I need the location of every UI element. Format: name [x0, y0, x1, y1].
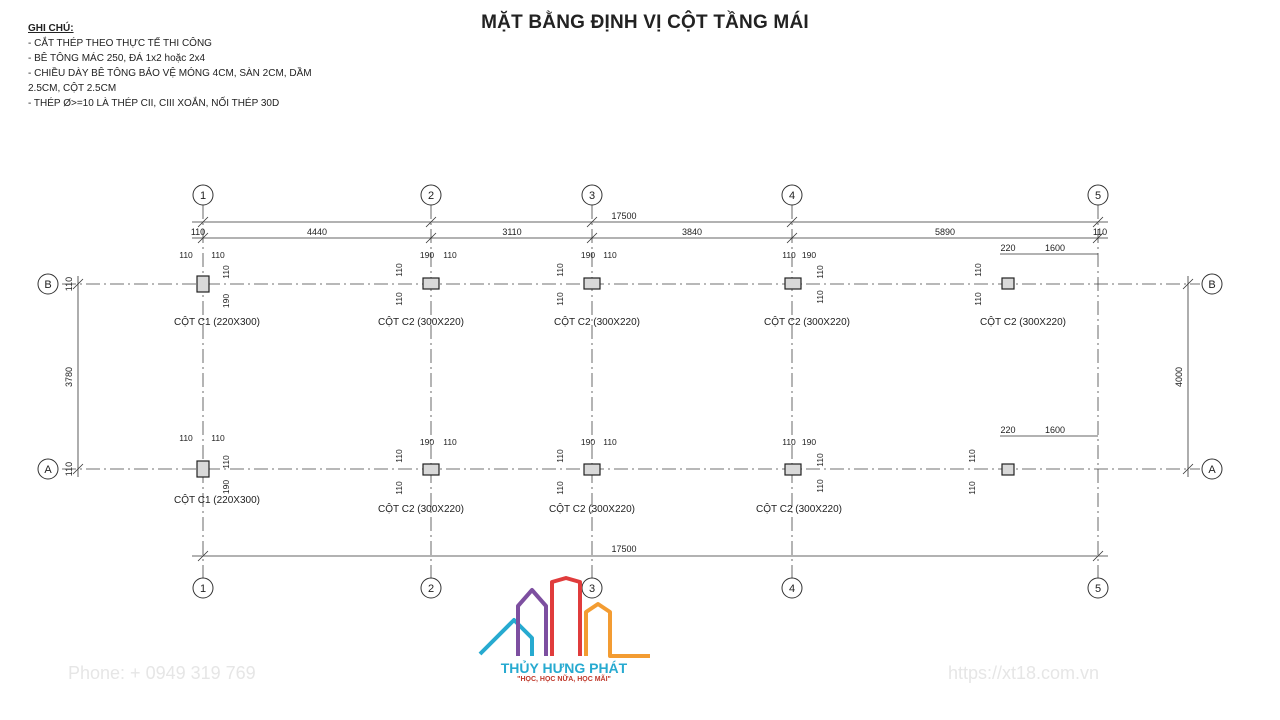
logo-house-blue [480, 620, 532, 656]
column-c1-1b [197, 276, 209, 292]
col-dim: 110 [782, 250, 796, 260]
dim-row-left: 3780 [64, 366, 74, 388]
grid-label-3: 3 [588, 190, 596, 202]
column-c2-2a [423, 464, 439, 475]
note-line: - BÊ TÔNG MÁC 250, ĐÁ 1x2 hoặc 2x4 [28, 53, 206, 64]
grid-label-1: 1 [199, 583, 207, 595]
dim-span-2-3: 3110 [502, 227, 522, 237]
col-dim: 110 [221, 265, 231, 279]
column-label: CỘT C2 (300X220) [378, 504, 464, 515]
column-label: CỘT C2 (300X220) [756, 504, 842, 515]
dim-edge-b: 110 [64, 276, 74, 292]
col-dim: 190 [801, 437, 817, 447]
dim-offset-220: 220 [1000, 425, 1016, 435]
logo-house-orange [586, 604, 650, 656]
column-c2-4b [785, 278, 801, 289]
column-c1-1a [197, 461, 209, 477]
col-dim: 110 [394, 449, 404, 463]
col-dim: 110 [815, 453, 825, 467]
col-dim: 110 [815, 479, 825, 493]
dim-span-4-5: 5890 [934, 227, 956, 237]
grid-label-A: A [44, 464, 52, 476]
logo-tower-red [552, 578, 580, 656]
grid-label-B: B [44, 279, 52, 291]
col-dim: 110 [782, 437, 796, 447]
dim-overall-top: 17500 [611, 211, 637, 221]
col-dim: 190 [801, 250, 817, 260]
grid-lines [62, 205, 1200, 580]
col-dim: 190 [419, 437, 435, 447]
col-dim: 110 [221, 455, 231, 469]
grid-label-5: 5 [1094, 583, 1102, 595]
col-dim: 110 [211, 250, 225, 260]
col-dim: 110 [394, 263, 404, 277]
col-dim: 110 [555, 481, 565, 495]
col-dim: 110 [394, 481, 404, 495]
col-dim: 110 [967, 481, 977, 495]
grid-label-4: 4 [788, 190, 796, 202]
grid-label-A: A [1208, 464, 1216, 476]
logo-name: THỦY HƯNG PHÁT [500, 660, 628, 676]
dim-span-1-2: 4440 [306, 227, 328, 237]
grid-label-2: 2 [427, 190, 435, 202]
col-dim: 110 [973, 263, 983, 277]
column-label: CỘT C1 (220X300) [174, 495, 260, 506]
column-label: CỘT C2 (300X220) [980, 317, 1066, 328]
dim-edge-left: 110 [190, 227, 206, 237]
col-dim: 110 [967, 449, 977, 463]
column-c2-3a [584, 464, 600, 475]
col-dim: 110 [211, 433, 225, 443]
dim-row-right: 4000 [1174, 366, 1184, 388]
col-dim: 110 [973, 292, 983, 306]
col-dim: 190 [419, 250, 435, 260]
dim-span-3-4: 3840 [681, 227, 703, 237]
dim-edge-a: 110 [64, 461, 74, 477]
note-line: - CẮT THÉP THEO THỰC TẾ THI CÔNG [28, 38, 212, 49]
logo-slogan: "HỌC, HỌC NỮA, HỌC MÃI" [517, 676, 611, 683]
dim-overall-bottom: 17500 [611, 544, 637, 554]
watermark-phone: Phone: + 0949 319 769 [68, 663, 256, 683]
grid-label-B: B [1208, 279, 1216, 291]
col-dim: 110 [443, 437, 457, 447]
dim-offset-1600: 1600 [1044, 243, 1066, 253]
col-dim: 190 [221, 479, 231, 495]
col-dim: 110 [603, 250, 617, 260]
column-label: CỘT C2 (300X220) [549, 504, 635, 515]
column-offset-dims [179, 250, 983, 495]
grid-label-2: 2 [427, 583, 435, 595]
column-label: CỘT C2 (300X220) [378, 317, 464, 328]
col-dim: 190 [221, 293, 231, 309]
column-c2-3b [584, 278, 600, 289]
watermark-url: https://xt18.com.vn [948, 663, 1100, 683]
column-labels [174, 315, 1066, 515]
col-dim: 190 [580, 250, 596, 260]
dim-offset-220: 220 [1000, 243, 1016, 253]
column-label: CỘT C1 (220X300) [174, 317, 260, 328]
grid-label-4: 4 [788, 583, 796, 595]
col-dim: 110 [555, 292, 565, 306]
col-dim: 110 [815, 290, 825, 304]
dim-offset-1600: 1600 [1044, 425, 1066, 435]
col-dim: 110 [179, 250, 193, 260]
col-dim: 110 [443, 250, 457, 260]
dim-edge-right: 110 [1092, 227, 1108, 237]
col-dim: 110 [555, 263, 565, 277]
column-5a [1002, 464, 1014, 475]
column-label: CỘT C2 (300X220) [554, 317, 640, 328]
column-c2-2b [423, 278, 439, 289]
grid-label-1: 1 [199, 190, 207, 202]
grid-label-3: 3 [588, 583, 596, 595]
col-dim: 190 [580, 437, 596, 447]
column-c2-4a [785, 464, 801, 475]
grid-label-5: 5 [1094, 190, 1102, 202]
note-line: - CHIỀU DÀY BÊ TÔNG BẢO VỆ MÓNG 4CM, SÀN 2CM, DẦM [28, 68, 312, 79]
column-5b [1002, 278, 1014, 289]
col-dim: 110 [603, 437, 617, 447]
col-dim: 110 [815, 265, 825, 279]
column-label: CỘT C2 (300X220) [764, 317, 850, 328]
note-line: 2.5CM, CỘT 2.5CM [28, 83, 117, 94]
drawing-title: MẶT BẰNG ĐỊNH VỊ CỘT TẦNG MÁI [481, 12, 809, 33]
notes-heading: GHI CHÚ: [28, 23, 74, 34]
col-dim: 110 [555, 449, 565, 463]
col-dim: 110 [179, 433, 193, 443]
note-line: - THÉP Ø>=10 LÀ THÉP CII, CIII XOẮN, NỐI THÉP 30D [28, 98, 280, 109]
col-dim: 110 [394, 292, 404, 306]
